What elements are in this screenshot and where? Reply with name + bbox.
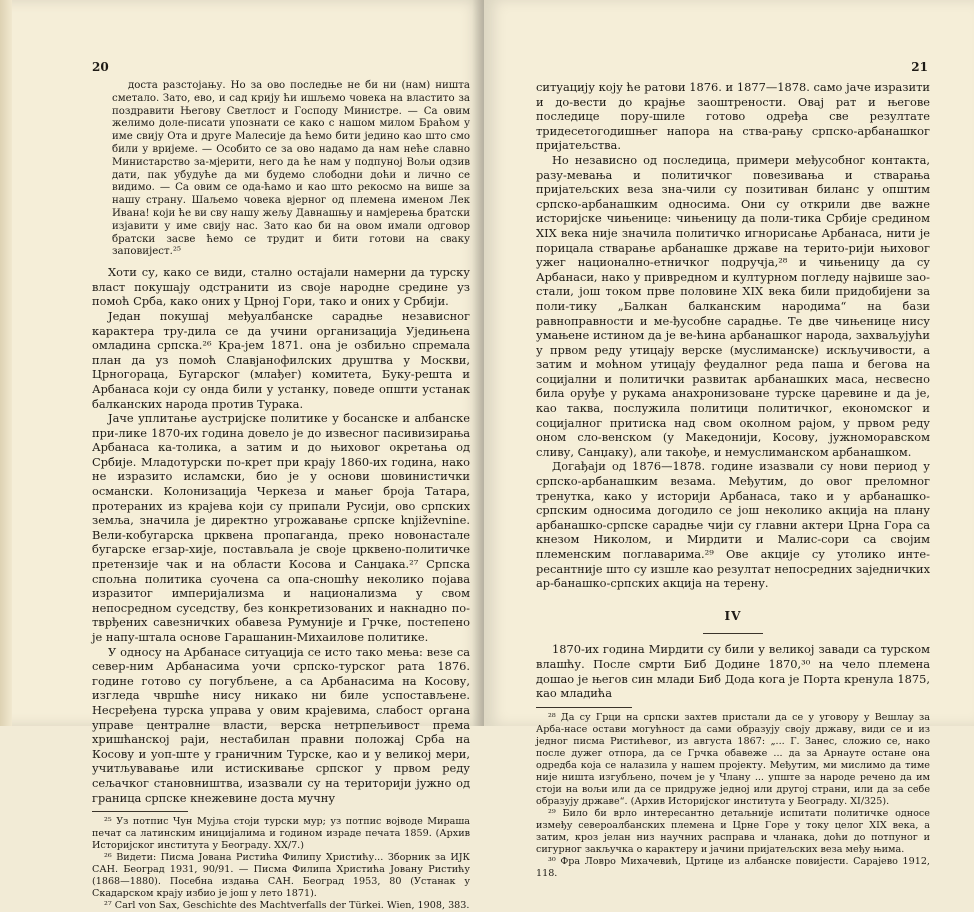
body-paragraph: У односу на Арбанасе ситуација се исто тако мења: везе са север-ним Арбанасима уочи српско-турског рата 1876. године готово су погубљене, а са Арбанасима на Косову, изгледа чвршће нису никако ни биле успостављене. Несређена турска управа у овим крајевима, слабост органа управе централне власти, верска нетрпељивост према хришћанској раји, нестабилан правни положај Срба на Косову и уоп-ште у граничним Турске, као и у великој мери, учитљувавање или истискивање српског у првом реду сељачког становништва, изазвали су на територији јужно од граница српске кнежевине доста мучну xyxy=(92,644,470,805)
section-heading: IV xyxy=(724,608,742,623)
footnote-rule xyxy=(536,707,632,708)
left-page xyxy=(0,0,485,912)
page-number-left: 20 xyxy=(92,60,109,74)
body-paragraph: Догађаји од 1876—1878. године изазвали су нови период у српско-арбанашким везама. Међутим, до овог преломног тренутка, како у историји Арбанаса, тако и у арбанашко-српским односима догодило се још неколико акција на плану арбанашко-српске сарадње чији су главни актери Црна Гора са кнезом Николом, и Мирдити и Малис-сори са својим племенским поглаварима.²⁹ Ове акције су утолико инте-ресантније што су изшле као резултат непосредних заједничких ар-банашко-српских акција на терену. xyxy=(536,459,930,591)
footnotes xyxy=(92,816,470,912)
footnote: ²⁹ Било би врло интересантно детаљније испитати политичке односе између североалбанских племена и Црне Горе у току целог XIX века, а затим, кроз јелан низ научних расправа и чланака, доћи до потпуног и сигурног закључка о карактеру и јачини пријатељских веза међу њима. xyxy=(536,807,930,855)
body-paragraph: 1870-их година Мирдити су били у великој завади са турском влашћу. После смрти Биб Додине 1870,³⁰ на чело племена дошао је његов син млади Биб Дода кога је Порта кренула 1875, као младића xyxy=(536,642,930,701)
footnote-rule xyxy=(92,811,188,812)
body-paragraph: Један покушај међуалбанске сарадње независног карактера тру-дила се да учини организација Уједињена омладина српска.²⁶ Кра-јем 1871. она је озбиљно спремала план да уз помоћ Славјанофилских друштва у Москви, Црногораца, Бугарског (млађег) комитета, Буку-решта и Арбанаса који су онда били у устанку, поведе општи устанак балканских народа против Турака. xyxy=(92,308,470,411)
section-rule xyxy=(703,633,763,634)
footnote: ²⁸ Да су Грци на српски захтев пристали да се у уговору у Вешлау за Арба-насе остави могућност да сами образују своју државу, види се и из једног писма Ристићевог, из августа 1867: „... Г. Занес, сложио се, нако после дужег отпора, да се Грчка обавеже ... да за Арнауте остане она одредба која се налазила у нашем пројекту. Међутим, ми мислимо да тиме није ништа изгубљено, почем је у Члану ... упште за народе речено да им стоји на вољи или да се придружe једној или другој страни, или да за себе образују државе“. (Архив Историјског института у Београду. XI/325). xyxy=(536,711,930,807)
right-page xyxy=(484,0,974,879)
quote-paragraph: доста разстојању. Но за ово последње не би ни (нам) ништа сметало. Зато, ево, и сад крију ћи ишљемо човека на властито за поздравити Његову Светлост и Господу Министре. — Са овим желимо доле-писати упознати се како с нашом милом Браћом у име свију Ота и друге Малесије да ћемо бити једино као што смо били у вријеме. — Особито се за ово надамо да нам неће славно Министарство за-мјерити, него да ће нам у подпуној Вољи одзив дати, пак убудуће да ми будемо слободни доћи и лично се видимо. — Са овим се ода-ћамо и као што рекосмо на више за нашу страну. Шаљемо човека вјерног од племена именом Лек Ивана! који ће ви сву нашу жељу Давнашњу и намјерења братски изјавити у име свију нас. Зато као би на овом имали одговор братски засве ћемо се трудит и бити готови на сваку заповијест.²⁵ xyxy=(112,80,470,258)
block-quote xyxy=(92,80,470,259)
footnotes xyxy=(536,712,930,880)
footnote: ²⁶ Видети: Писма Јована Ристића Филипу Христићу... Зборник за ИЈК САН. Београд 1931, 90/91. — Писма Филипа Христића Јовану Ристићу (1868—1880). Посебна издања САН. Београд 1953, 80 (Устанак у Скадарском крају избио је још у лето 1871). xyxy=(92,852,470,900)
page-edge xyxy=(0,0,12,726)
footnote: ²⁵ Уз потпис Чун Мујља стоји турски мур; уз потпис војводе Мираша печат са латинским иницијалима и годином израде печата 1859. (Архив Историјског института у Београду. XX/7.) xyxy=(92,816,470,852)
footnote: ³⁰ Фра Ловро Михачевић, Цртице из албанске повијести. Сарајево 1912, 118. xyxy=(536,855,930,879)
footnote: ²⁷ Carl von Sax, Geschichte des Machtverfalls der Türkei. Wien, 1908, 383. xyxy=(104,900,470,912)
body-paragraph: Хоти су, како се види, стално остајали намерни да турску власт покушају одстранити из своје народне средине уз помоћ Срба, како оних у Црној Гори, тако и оних у Србији. xyxy=(92,265,470,309)
body-paragraph: Но независно од последица, примери међусобног контакта, разу-мевања и политичког повезивања и стварања пријатељских веза зна-чили су позитиван биланс у општим српско-арбанашким односима. Они су открили две важне историјске чињенице: чињеницу да поли-тика Србије средином XIX века није значила политичко игнорисање Арбанаса, нити је порицала стварање арбанашке државе на терито-рији њиховог ужег национално-етничког подручја,²⁸ и чињеницу да су Арбанаси, нако у привредном и културном погледу највише зао-стали, још током прве половине XIX века били придобијени за поли-тику „Балкан балканским народима“ на бази равноправности и ме-ђусобне сарадње. Те две чињенице нису умањене истином да је ве-ћина арбанашког народа, захваљујући у првом реду утицају верске (муслиманске) искључивости, а затим и моћном утицају феудалног реда паша и бегова на социјални и политички развитак арбанашких маса, несвесно била оруђе у рукама анахронизоване турске царевине и да је, као таква, послужила политици политичког, економског и социјалног притиска над свом околном рајом, у првом реду оном сло-венском (у Македонији, Косову, јужноморавском сливу, Санџаку), али такође, и немуслиманском арбанашком. xyxy=(536,152,930,459)
body-paragraph: ситуацију коју ће ратови 1876. и 1877—1878. само јаче изразити и до-вести до крајње заоштрености. Овај рат и његове последице пору-шиле готово одређа све резултате тридесетогодишњег напора на ства-рању српско-арбанашког пријатељства. xyxy=(536,80,930,153)
left-page-text xyxy=(92,80,470,912)
body-paragraph: Јаче уплитање аустријске политике у босанске и албанске при-лике 1870-их година довело је до извесног пасивизирања Арбанаса ка-толика, а затим и до њиховог окретања од Србије. Младотурски по-крет при крају 1860-их година, нако не изразито исламски, био је у основи шовинистички османски. Колонизација Черкеза и мањег броја Татара, протераних из крајева који су припали Русији, ово српских земља, значила је директно угрожавање српске književnine. Вели-кобугарска црквена пропаганда, преко новонастале бугарске егзар-хије, постављала је своје црквено-политичке претензије чак и на области Косова и Санџака.²⁷ Српска спољна политика суочена са опа-сношћу неколико појава изразитог империјализма и национализма у свом непосредном суседству, без конкретизованих и накнадно по-тврђених савезничких обавеза Румуније и Грчке, постепено је напу-штала основе Гарашанин-Михаилове политике. xyxy=(92,411,470,644)
page-number-right: 21 xyxy=(911,60,928,74)
right-page-text xyxy=(536,80,930,880)
